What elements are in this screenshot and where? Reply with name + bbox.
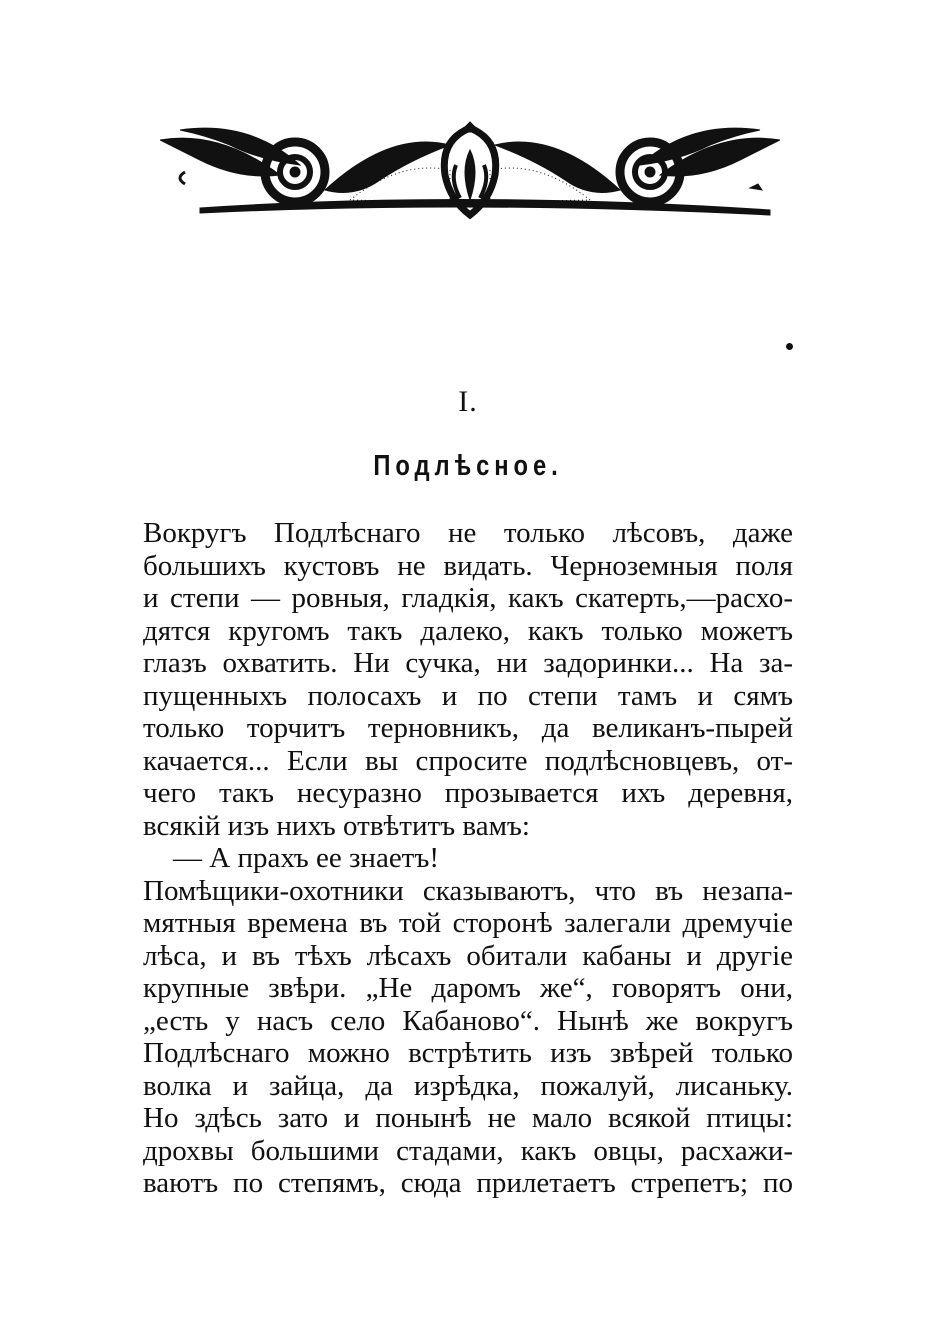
text-line: лѣса, и въ тѣхъ лѣсахъ обитали кабаны и другіе — [143, 939, 793, 972]
text-line: Помѣщики-охотники сказываютъ, что въ незапа- — [143, 874, 793, 907]
text-line: глазъ охватить. Ни сучка, ни задоринки... На за- — [143, 647, 793, 679]
text-line: Но здѣсь зато и понынѣ не мало всякой птицы: — [143, 1102, 793, 1134]
text-line: ваютъ по степямъ, сюда прилетаетъ стрепетъ; по — [143, 1167, 793, 1199]
text-line: крупные звѣри. „Не даромъ же“, говорятъ они, — [143, 972, 793, 1004]
text-line: только торчитъ терновникъ, да великанъ-пырей — [143, 712, 793, 744]
text-line: Вокругъ Подлѣснаго не только лѣсовъ, даже — [143, 517, 793, 549]
chapter-title: Подлѣсное. — [373, 450, 563, 482]
text-line: чего такъ несуразно прозывается ихъ деревня, — [143, 777, 793, 809]
body-text — [143, 517, 793, 1200]
dialogue-line: — А прахъ ее знаетъ! — [173, 842, 440, 874]
text-line: мятныя времена въ той сторонѣ залегали дремучіе — [143, 907, 793, 939]
text-line: дрохвы большими стадами, какъ овцы, расхажи- — [143, 1134, 793, 1167]
text-line: Подлѣснаго можно встрѣтить изъ звѣрей только — [143, 1037, 793, 1069]
text-line: дятся кругомъ такъ далеко, какъ только можетъ — [143, 614, 793, 647]
text-line: „есть у насъ село Кабаново“. Нынѣ же вокругъ — [143, 1004, 793, 1037]
text-line: качается... Если вы спросите подлѣсновцевъ, от- — [143, 744, 793, 777]
text-line: большихъ кустовъ не видать. Черноземныя поля — [143, 549, 793, 582]
text-line: всякій изъ нихъ отвѣтитъ вамъ: — [143, 809, 530, 842]
chapter-number: I. — [458, 385, 478, 418]
floral-headpiece-ornament-icon — [160, 120, 780, 240]
ink-speck — [785, 342, 795, 352]
text-line: волка и зайца, да изрѣдка, пожалуй, лисаньку. — [143, 1069, 793, 1102]
text-line: и степи — ровныя, гладкія, какъ скатерть,—расхо- — [143, 582, 793, 614]
text-line: пущенныхъ полосахъ и по степи тамъ и сямъ — [143, 679, 793, 712]
